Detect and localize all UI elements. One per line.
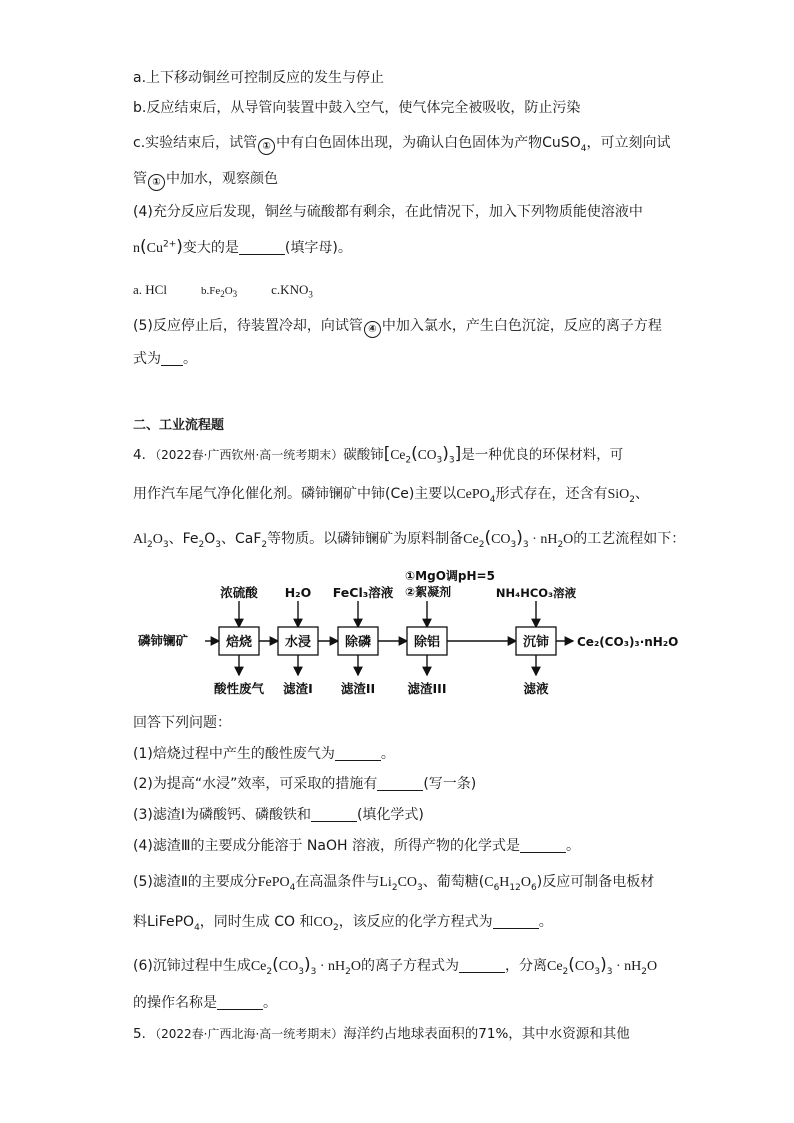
answer-blank[interactable] [239,240,285,255]
section-title: 二、工业流程题 [133,418,225,433]
product-label: Ce₂(CO₃)₃·nH₂O [577,635,679,649]
reagent-label: 浓硫酸 [220,585,258,600]
part5-line2: 式为 。 [133,351,197,367]
answer-blank[interactable] [459,958,505,973]
sub-question-1: (1)焙烧过程中产生的酸性废气为 。 [133,746,395,762]
waste-label: 滤渣I [283,681,313,696]
waste-label: 滤液 [523,681,549,696]
reagent-label: FeCl₃溶液 [332,585,394,600]
option-c-line2: 管 ① 中加水，观察颜色 [133,170,278,191]
circled-number-1: ① [148,174,165,191]
waste-label: 滤渣III [407,681,447,696]
reagent-label: H₂O [284,585,312,600]
part5-line1: (5)反应停止后，待装置冷却，向试管 ④ 中加入氯水，产生白色沉淀，反应的离子方程 [133,317,662,338]
sub-question-2: (2)为提高“水浸”效率，可采取的措施有 (写一条) [133,776,477,792]
answer-blank[interactable] [493,914,539,929]
circled-number-4: ④ [364,321,381,338]
sub-question-4: (4)滤渣Ⅲ的主要成分能溶于 NaOH 溶液，所得产物的化学式是 。 [133,838,580,854]
sub-question-6-line1: (6)沉铈过程中生成$Ce_2(CO_3)_3 \cdot nH_2O$的离子方程式为 ，分离$Ce_2(CO_3)_3 \cdot nH_2O$ [133,955,658,977]
answer-blank[interactable] [520,838,566,853]
input-label: 磷铈镧矿 [138,633,189,648]
step-label: 沉铈 [522,635,550,650]
step-label: 除铝 [413,635,441,650]
process-flowchart [133,565,693,705]
sub-question-5-line1: (5)滤渣Ⅱ的主要成分FePO$_4$在高温条件与$Li_2CO_3$、葡萄糖$(C_6H_{12}O_6)$反应可制备电板材 [133,874,655,893]
answer-blank[interactable] [377,776,423,791]
option-b: b.反应结束后，从导管向装置中鼓入空气，使气体完全被吸收，防止污染 [133,100,581,116]
q4-line1: 4．（2022春·广西钦州·高一统考期末）碳酸铈$[Ce_2(CO_3)_3]$是一种优良的环保材料，可 [133,444,624,466]
reagent-label: ②絮凝剂 [405,585,452,599]
step-label: 焙烧 [225,635,253,650]
answer-blank[interactable] [335,746,381,761]
sub-question-5-line2: 料LiFePO$_4$，同时生成 CO 和$CO_2$，该反应的化学方程式为 。 [133,914,553,933]
option-c-line1: c.实验结束后，试管 ① 中有白色固体出现，为确认白色固体为产物CuSO$_4$，可立刻向试 [133,135,671,154]
step-label: 水浸 [284,635,312,650]
circled-number-1: ① [258,138,275,155]
answer-blank[interactable] [217,995,263,1010]
waste-label: 滤渣II [340,681,376,696]
reagent-label: NH₄HCO₃溶液 [495,586,577,600]
answer-blank[interactable] [161,351,183,366]
waste-label: 酸性废气 [213,681,265,696]
sub-question-3: (3)滤渣Ⅰ为磷酸钙、磷酸铁和 (填化学式) [133,807,424,823]
part4-choices: a. HCl $b.Fe_2O_3$ $c.KNO_3$ [133,282,313,300]
q5-line1: 5．（2022春·广西北海·高一统考期末）海洋约占地球表面积的71%，其中水资源和其他 [133,1026,630,1042]
q4-line3: $Al_2O_3$、$Fe_2O_3$、CaF$_2$等物质。以磷铈镧矿为原料制备$Ce_2(CO_3)_3 \cdot nH_2O$的工艺流程如下： [133,528,686,550]
step-label: 除磷 [344,635,372,650]
part4-line1: (4)充分反应后发现，铜丝与硫酸都有剩余，在此情况下，加入下列物质能使溶液中 [133,204,643,220]
ask-line: 回答下列问题： [133,715,231,731]
reagent-label: ①MgO调pH=5 [405,569,495,583]
q4-line2: 用作汽车尾气净化催化剂。磷铈镧矿中铈(Ce)主要以CePO$_4$形式存在，还含有SiO$_2$、 [133,486,650,505]
sub-question-6-line2: 的操作名称是 。 [133,995,277,1011]
part4-line2: $n(Cu^{2+})$变大的是 (填字母)。 [133,237,352,257]
answer-blank[interactable] [311,807,357,822]
option-a: a.上下移动铜丝可控制反应的发生与停止 [133,70,385,86]
